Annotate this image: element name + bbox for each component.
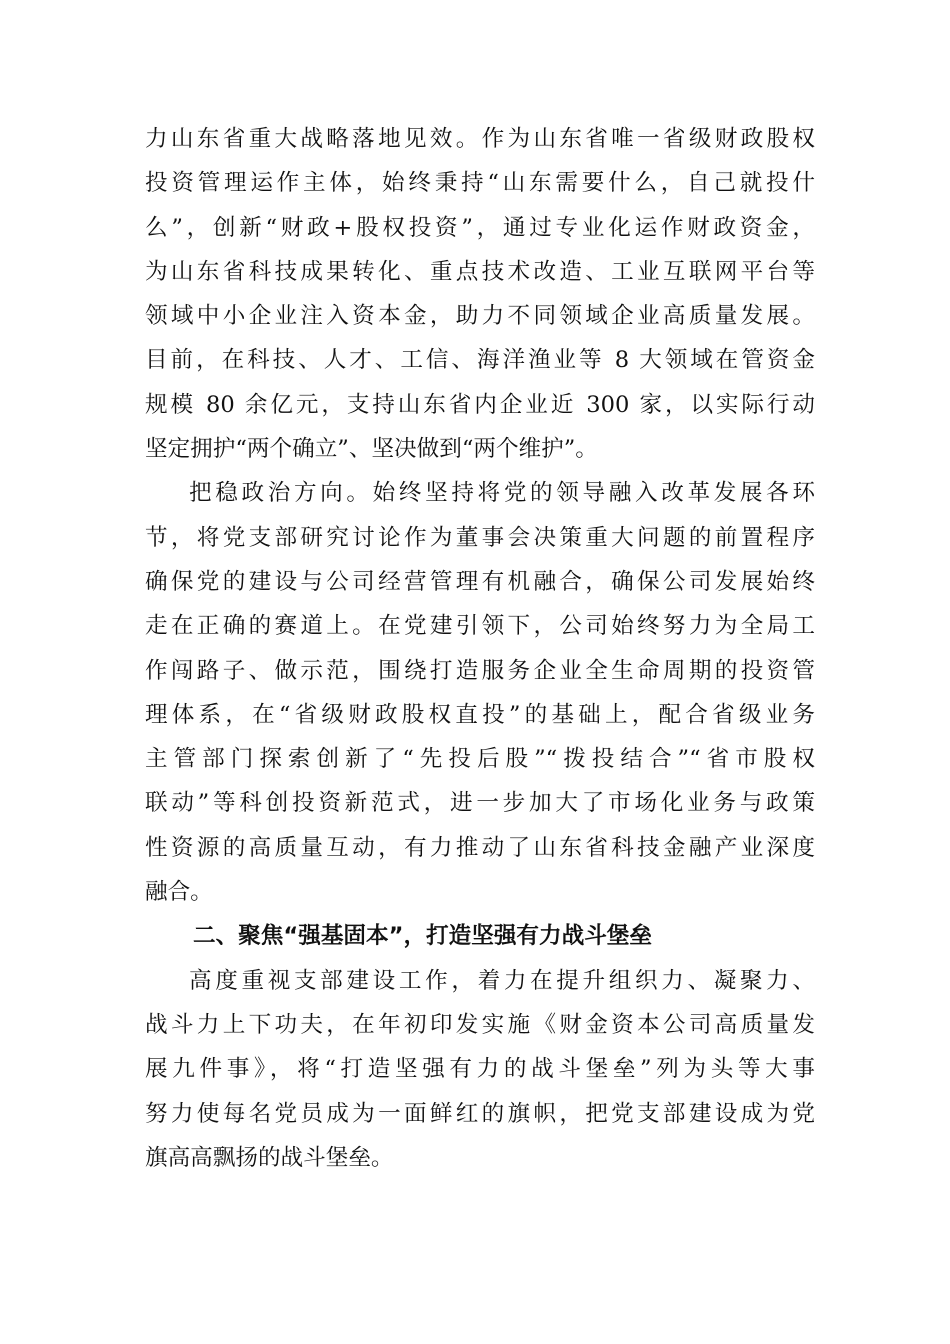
text-line: 规模 80 余亿元，支持山东省内企业近 300 家，以实际行动 bbox=[145, 391, 815, 418]
text-line: 为山东省科技成果转化、重点技术改造、工业互联网平台等 bbox=[145, 258, 815, 285]
text-line: 高度重视支部建设工作，着力在提升组织力、凝聚力、 bbox=[189, 967, 815, 994]
paragraph-2 bbox=[145, 471, 815, 914]
text-line: 理体系，在“省级财政股权直投”的基础上，配合省级业务 bbox=[145, 701, 815, 728]
text-line: 把稳政治方向。始终坚持将党的领导融入改革发展各环 bbox=[189, 480, 815, 507]
paragraph-1 bbox=[145, 117, 815, 471]
text-line: 投资管理运作主体，始终秉持“山东需要什么，自己就投什 bbox=[145, 170, 815, 197]
text-line: 战斗力上下功夫，在年初印发实施《财金资本公司高质量发 bbox=[145, 1011, 815, 1038]
text-line: 联动”等科创投资新范式，进一步加大了市场化业务与政策 bbox=[145, 790, 815, 817]
text-line: 坚定拥护“两个确立”、坚决做到“两个维护”。 bbox=[145, 436, 598, 463]
text-line: 走在正确的赛道上。在党建引领下，公司始终努力为全局工 bbox=[145, 613, 815, 640]
text-line: 领域中小企业注入资本金，助力不同领域企业高质量发展。 bbox=[145, 303, 815, 330]
text-line: 节，将党支部研究讨论作为董事会决策重大问题的前置程序 bbox=[145, 524, 815, 551]
text-line: 旗高高飘扬的战斗堡垒。 bbox=[145, 1144, 394, 1171]
text-line: 作闯路子、做示范，围绕打造服务企业全生命周期的投资管 bbox=[145, 657, 815, 684]
text-line: 力山东省重大战略落地见效。作为山东省唯一省级财政股权 bbox=[145, 126, 815, 152]
text-line: 性资源的高质量互动，有力推动了山东省科技金融产业深度 bbox=[145, 834, 815, 861]
text-line: 展九件事》，将“打造坚强有力的战斗堡垒”列为头等大事 bbox=[145, 1056, 815, 1083]
section-heading: 二、聚焦“强基固本”，打造坚强有力战斗堡垒 bbox=[193, 923, 652, 950]
paragraph-3 bbox=[145, 959, 815, 1180]
text-line: 确保党的建设与公司经营管理有机融合，确保公司发展始终 bbox=[145, 568, 815, 595]
document-body bbox=[145, 117, 815, 1180]
text-line: 主管部门探索创新了“先投后股”“拨投结合”“省市股权 bbox=[145, 746, 815, 773]
text-line: 么”，创新“财政+股权投资”，通过专业化运作财政资金， bbox=[145, 214, 815, 241]
text-line: 目前，在科技、人才、工信、海洋渔业等 8 大领域在管资金 bbox=[145, 347, 815, 374]
text-line: 努力使每名党员成为一面鲜红的旗帜，把党支部建设成为党 bbox=[145, 1100, 815, 1127]
text-line: 融合。 bbox=[145, 879, 213, 906]
